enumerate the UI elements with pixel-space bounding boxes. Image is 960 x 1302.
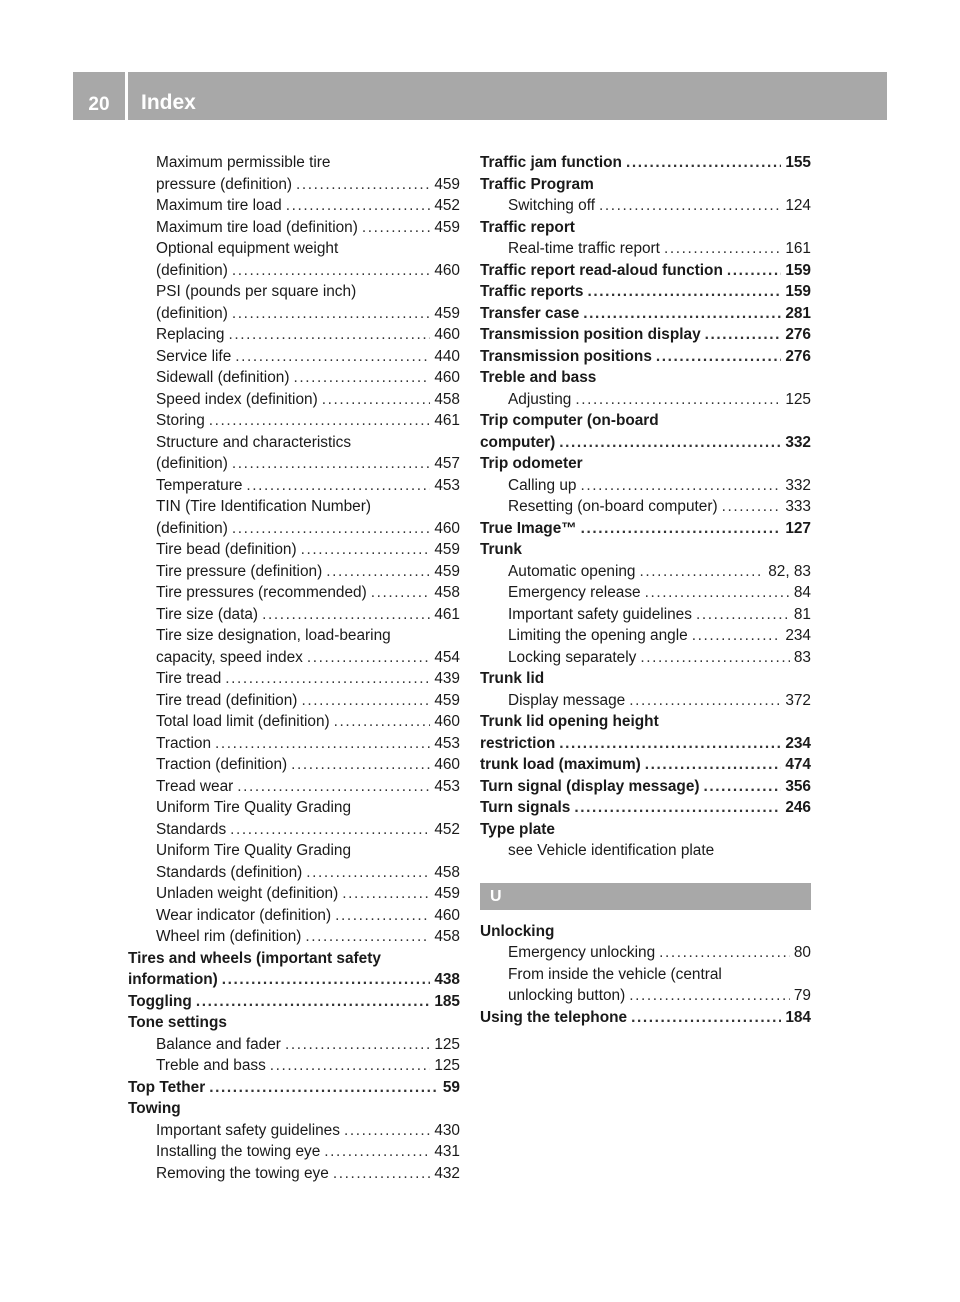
dot-leader <box>296 174 430 196</box>
dot-leader <box>232 260 430 282</box>
page-ref[interactable]: 82, 83 <box>768 562 811 580</box>
entry-text: Automatic opening <box>508 562 636 580</box>
index-entry-see-vehicle-identification-plate <box>480 840 811 862</box>
dot-leader <box>222 969 431 991</box>
index-entry-from-inside-the-vehicle-central-unlocking-button[interactable] <box>480 964 811 1007</box>
dot-leader <box>246 475 430 497</box>
page-ref[interactable]: 460 <box>434 756 460 773</box>
index-entry-automatic-opening[interactable] <box>480 561 811 583</box>
index-entry-maximum-tire-load-definition[interactable] <box>128 217 460 239</box>
index-entry-sidewall-definition[interactable] <box>128 367 460 389</box>
entry-text: Traffic jam function <box>480 154 622 171</box>
entry-text: Traffic report <box>480 218 575 236</box>
page-ref[interactable]: 276 <box>785 347 811 365</box>
index-entry-tone-settings <box>128 1012 460 1034</box>
page-ref[interactable]: 127 <box>785 519 811 537</box>
index-entry-important-safety-guidelines[interactable] <box>480 604 811 626</box>
page-ref[interactable]: 161 <box>785 240 811 257</box>
dot-leader <box>291 754 430 776</box>
dot-leader <box>692 625 782 647</box>
page-ref[interactable]: 159 <box>785 261 811 279</box>
entry-text: Using the telephone <box>480 1008 628 1026</box>
index-entry-towing <box>128 1098 460 1120</box>
index-entry-traffic-report <box>480 217 811 239</box>
page-ref[interactable]: 83 <box>793 648 811 666</box>
entry-text: trunk load (maximum) <box>480 756 641 773</box>
page-ref[interactable]: 440 <box>434 347 460 365</box>
index-entry-resetting-on-board-computer[interactable] <box>480 496 811 518</box>
page-ref[interactable]: 281 <box>785 304 811 322</box>
dot-leader <box>235 346 430 368</box>
page-ref[interactable]: 125 <box>785 390 811 408</box>
entry-text: Maximum tire load <box>156 197 282 214</box>
entry-text: Resetting (on-board computer) <box>508 498 718 515</box>
page-ref[interactable]: 79 <box>793 987 811 1004</box>
entry-text: Treble and bass <box>156 1057 266 1074</box>
entry-text: Installing the towing eye <box>156 1143 321 1160</box>
index-entry-tire-tread-definition[interactable] <box>128 690 460 712</box>
entry-text: see Vehicle identification plate <box>508 842 715 859</box>
index-entry-tire-tread[interactable] <box>128 668 460 690</box>
header-divider <box>125 72 128 120</box>
index-entry-treble-and-bass[interactable] <box>128 1055 460 1077</box>
page-ref[interactable]: 459 <box>434 691 460 709</box>
page-ref[interactable]: 438 <box>434 971 460 988</box>
entry-text: Type plate <box>480 820 555 838</box>
page-ref[interactable]: 80 <box>793 944 811 961</box>
dot-leader <box>371 582 431 604</box>
dot-leader <box>307 647 430 669</box>
entry-text: Unladen weight (definition) <box>156 885 339 902</box>
entry-text: Unlocking <box>480 922 555 940</box>
dot-leader <box>262 604 430 626</box>
index-entry-wheel-rim-definition[interactable] <box>128 926 460 948</box>
entry-text: Tire size designation, load-bearing <box>156 627 391 644</box>
dot-leader <box>270 1055 431 1077</box>
index-entry-trunk-lid-opening-height-restriction[interactable] <box>480 711 811 754</box>
dot-leader <box>704 776 782 798</box>
entry-text: Trunk lid <box>480 670 545 687</box>
index-entry-top-tether[interactable] <box>128 1077 460 1099</box>
entry-text: restriction <box>480 734 556 752</box>
entry-text: (definition) <box>156 261 228 279</box>
entry-text: PSI (pounds per square inch) <box>156 283 357 300</box>
index-entry-tin-tire-identification-number-definition[interactable] <box>128 496 460 539</box>
entry-text: Turn signals <box>480 799 571 816</box>
entry-text: information) <box>128 971 218 988</box>
entry-text: Traffic reports <box>480 283 584 300</box>
page-ref[interactable]: 81 <box>793 605 811 623</box>
entry-text: Speed index (definition) <box>156 390 318 408</box>
entry-text: Traffic report read-aloud function <box>480 261 723 279</box>
page-ref[interactable]: 356 <box>785 777 811 795</box>
page-ref[interactable]: 372 <box>785 691 811 709</box>
dot-leader <box>659 942 790 964</box>
dot-leader <box>209 1077 439 1099</box>
dot-leader <box>629 985 790 1007</box>
entry-text: Trip computer (on-board <box>480 412 659 429</box>
dot-leader <box>559 432 781 454</box>
dot-leader <box>639 561 764 583</box>
dot-leader <box>362 217 430 239</box>
index-entry-limiting-the-opening-angle[interactable] <box>480 625 811 647</box>
page-ref[interactable]: 432 <box>434 1164 460 1182</box>
index-entry-toggling[interactable] <box>128 991 460 1013</box>
entry-text: Top Tether <box>128 1078 206 1096</box>
index-entry-tire-size-data[interactable] <box>128 604 460 626</box>
header-title: Index <box>141 91 196 114</box>
index-entry-using-the-telephone[interactable] <box>480 1007 811 1029</box>
page-ref[interactable]: 234 <box>785 627 811 644</box>
dot-leader <box>209 410 431 432</box>
entry-text: Trunk lid opening height <box>480 713 659 730</box>
entry-text: Tire pressure (definition) <box>156 562 323 580</box>
index-entry-trunk-lid <box>480 668 811 690</box>
index-entry-temperature[interactable] <box>128 475 460 497</box>
page-ref[interactable]: 452 <box>434 197 460 214</box>
dot-leader <box>631 1007 781 1029</box>
dot-leader <box>626 152 781 174</box>
entry-text: Uniform Tire Quality Grading <box>156 799 352 816</box>
dot-leader <box>342 883 430 905</box>
dot-leader <box>285 1034 430 1056</box>
index-entry-emergency-unlocking[interactable] <box>480 942 811 964</box>
index-entry-maximum-permissible-tire-pressure-definition[interactable] <box>128 152 460 195</box>
dot-leader <box>326 561 430 583</box>
page-ref[interactable]: 159 <box>785 283 811 300</box>
entry-text: Treble and bass <box>480 369 597 386</box>
entry-text: Tire bead (definition) <box>156 541 297 558</box>
entry-text: Structure and characteristics <box>156 433 352 451</box>
page-ref[interactable]: 59 <box>442 1078 460 1096</box>
index-entry-tread-wear[interactable] <box>128 776 460 798</box>
page-ref[interactable]: 458 <box>434 863 460 881</box>
dot-leader <box>705 324 782 346</box>
entry-text: Optional equipment weight <box>156 240 339 257</box>
index-entry-optional-equipment-weight-definition[interactable] <box>128 238 460 281</box>
dot-leader <box>334 711 431 733</box>
entry-text: capacity, speed index <box>156 648 303 666</box>
page-ref[interactable]: 276 <box>785 326 811 343</box>
index-entry-real-time-traffic-report[interactable] <box>480 238 811 260</box>
entry-text: Standards <box>156 820 227 838</box>
index-entry-storing[interactable] <box>128 410 460 432</box>
index-entry-transmission-position-display[interactable] <box>480 324 811 346</box>
entry-text: Traction (definition) <box>156 756 288 773</box>
index-entry-speed-index-definition[interactable] <box>128 389 460 411</box>
index-column-left <box>128 152 460 1184</box>
entry-text: True Image™ <box>480 519 577 537</box>
index-entry-removing-the-towing-eye[interactable] <box>128 1163 460 1185</box>
page-ref[interactable]: 460 <box>434 519 460 537</box>
entry-text: (definition) <box>156 304 228 322</box>
index-entry-display-message[interactable] <box>480 690 811 712</box>
dot-leader <box>664 238 781 260</box>
page-ref[interactable]: 431 <box>434 1143 460 1160</box>
page-ref[interactable]: 460 <box>434 369 460 386</box>
page-ref[interactable]: 125 <box>434 1057 460 1074</box>
dot-leader <box>645 582 790 604</box>
index-entry-trip-odometer <box>480 453 811 475</box>
page-ref[interactable]: 439 <box>434 670 460 687</box>
entry-text: Service life <box>156 347 232 365</box>
entry-text: Replacing <box>156 326 225 343</box>
dot-leader <box>232 303 430 325</box>
entry-text: Trip odometer <box>480 455 583 472</box>
dot-leader <box>232 518 430 540</box>
index-entry-traffic-report-read-aloud-function[interactable] <box>480 260 811 282</box>
entry-text: Removing the towing eye <box>156 1164 329 1182</box>
dot-leader <box>640 647 790 669</box>
index-entry-turn-signal-display-message[interactable] <box>480 776 811 798</box>
entry-text: Important safety guidelines <box>508 605 692 623</box>
page-ref[interactable]: 453 <box>434 476 460 494</box>
entry-text: From inside the vehicle (central <box>508 965 722 983</box>
dot-leader <box>599 195 781 217</box>
page-ref[interactable]: 125 <box>434 1035 460 1053</box>
page-ref[interactable]: 234 <box>785 734 811 752</box>
page-ref[interactable]: 460 <box>434 906 460 924</box>
dot-leader <box>344 1120 430 1142</box>
index-entry-transmission-positions[interactable] <box>480 346 811 368</box>
page-ref[interactable]: 458 <box>434 928 460 945</box>
dot-leader <box>196 991 430 1013</box>
entry-text: Tire tread (definition) <box>156 691 298 709</box>
entry-text: Uniform Tire Quality Grading <box>156 842 352 859</box>
page-ref[interactable]: 459 <box>434 218 460 236</box>
entry-text: TIN (Tire Identification Number) <box>156 498 371 515</box>
page-ref[interactable]: 124 <box>785 197 811 214</box>
entry-text: Emergency release <box>508 584 641 601</box>
index-entry-true-image[interactable] <box>480 518 811 540</box>
entry-text: Limiting the opening angle <box>508 627 688 644</box>
entry-text: Real-time traffic report <box>508 240 660 257</box>
entry-text: Toggling <box>128 992 192 1010</box>
dot-leader <box>230 819 430 841</box>
dot-leader <box>293 367 430 389</box>
dot-leader <box>215 733 430 755</box>
index-entry-transfer-case[interactable] <box>480 303 811 325</box>
dot-leader <box>228 324 430 346</box>
page-ref[interactable]: 452 <box>434 820 460 838</box>
index-entry-psi-pounds-per-square-inch-definition[interactable] <box>128 281 460 324</box>
entry-text: Tone settings <box>128 1014 227 1031</box>
index-entry-service-life[interactable] <box>128 346 460 368</box>
entry-text: Wheel rim (definition) <box>156 928 302 945</box>
index-entry-type-plate <box>480 819 811 841</box>
dot-leader <box>727 260 781 282</box>
dot-leader <box>301 539 431 561</box>
entry-text: Total load limit (definition) <box>156 713 330 730</box>
entry-text: (definition) <box>156 455 228 472</box>
dot-leader <box>645 754 782 776</box>
page-ref[interactable]: 459 <box>434 304 460 322</box>
index-entry-traction[interactable] <box>128 733 460 755</box>
entry-text: Display message <box>508 691 626 709</box>
entry-text: Wear indicator (definition) <box>156 906 332 924</box>
page-ref[interactable]: 460 <box>434 261 460 279</box>
dot-leader <box>301 690 430 712</box>
page-ref[interactable]: 474 <box>785 756 811 773</box>
entry-text: Tire pressures (recommended) <box>156 584 367 601</box>
entry-text: Transfer case <box>480 304 580 322</box>
entry-text: Maximum permissible tire <box>156 154 331 171</box>
entry-text: Tire size (data) <box>156 605 259 623</box>
dot-leader <box>722 496 782 518</box>
page-ref[interactable]: 459 <box>434 562 460 580</box>
dot-leader <box>629 690 781 712</box>
entry-text: Maximum tire load (definition) <box>156 218 358 236</box>
entry-text: Towing <box>128 1100 181 1117</box>
entry-text: Important safety guidelines <box>156 1121 340 1139</box>
page-ref[interactable]: 332 <box>785 476 811 494</box>
page-ref[interactable]: 185 <box>434 992 460 1010</box>
page-ref[interactable]: 460 <box>434 713 460 730</box>
entry-text: Turn signal (display message) <box>480 777 700 795</box>
page-ref[interactable]: 458 <box>434 390 460 408</box>
index-entry-traffic-jam-function[interactable] <box>480 152 811 174</box>
entry-text: pressure (definition) <box>156 175 293 193</box>
dot-leader <box>575 389 781 411</box>
page-ref[interactable]: 246 <box>785 799 811 816</box>
entry-text: Trunk <box>480 541 522 558</box>
entry-text: Transmission positions <box>480 347 652 365</box>
index-entry-trip-computer-on-board-computer[interactable] <box>480 410 811 453</box>
index-entry-traffic-program <box>480 174 811 196</box>
entry-text: Locking separately <box>508 648 637 666</box>
dot-leader <box>322 389 431 411</box>
page-ref[interactable]: 155 <box>785 154 811 171</box>
index-entry-tire-bead-definition[interactable] <box>128 539 460 561</box>
index-entry-traffic-reports[interactable] <box>480 281 811 303</box>
entry-text: Tread wear <box>156 777 234 795</box>
index-entry-tires-and-wheels-important-safety-information[interactable] <box>128 948 460 991</box>
index-entry-balance-and-fader[interactable] <box>128 1034 460 1056</box>
entry-text: Sidewall (definition) <box>156 369 290 386</box>
entry-text: Traction <box>156 734 212 752</box>
dot-leader <box>580 475 781 497</box>
entry-text: Calling up <box>508 476 577 494</box>
page-ref[interactable]: 457 <box>434 455 460 472</box>
dot-leader <box>232 453 430 475</box>
index-entry-tire-pressure-definition[interactable] <box>128 561 460 583</box>
page-header <box>73 72 887 120</box>
index-entry-switching-off[interactable] <box>480 195 811 217</box>
page-number: 20 <box>88 94 110 115</box>
index-entry-maximum-tire-load[interactable] <box>128 195 460 217</box>
entry-text: Temperature <box>156 476 243 494</box>
entry-text: Tire tread <box>156 670 222 687</box>
index-entry-uniform-tire-quality-grading-standards[interactable] <box>128 797 460 840</box>
entry-text: Traffic Program <box>480 175 594 193</box>
page-ref[interactable]: 459 <box>434 541 460 558</box>
dot-leader <box>333 1163 430 1185</box>
entry-text: (definition) <box>156 519 228 537</box>
entry-text: Adjusting <box>508 390 572 408</box>
index-entry-installing-the-towing-eye[interactable] <box>128 1141 460 1163</box>
entry-text: Switching off <box>508 197 595 214</box>
page-ref[interactable]: 459 <box>434 885 460 902</box>
entry-text: computer) <box>480 433 556 451</box>
page-ref[interactable]: 333 <box>785 498 811 515</box>
dot-leader <box>559 733 781 755</box>
dot-leader <box>696 604 790 626</box>
index-entry-uniform-tire-quality-grading-standards-definition[interactable] <box>128 840 460 883</box>
entry-text: Emergency unlocking <box>508 944 656 961</box>
page-ref[interactable]: 459 <box>434 175 460 193</box>
dot-leader <box>581 518 782 540</box>
index-column-right <box>480 152 811 1028</box>
page-ref[interactable]: 460 <box>434 326 460 343</box>
page-ref[interactable]: 184 <box>785 1008 811 1026</box>
page-ref[interactable]: 458 <box>434 584 460 601</box>
entry-text: Storing <box>156 412 205 429</box>
dot-leader <box>656 346 781 368</box>
dot-leader <box>286 195 431 217</box>
entry-text: unlocking button) <box>508 987 626 1004</box>
entry-text: Tires and wheels (important safety <box>128 949 381 967</box>
dot-leader <box>588 281 782 303</box>
index-entry-structure-and-characteristics-definition[interactable] <box>128 432 460 475</box>
page-ref[interactable]: 461 <box>434 412 460 429</box>
page-ref[interactable]: 84 <box>793 584 811 601</box>
index-entry-locking-separately[interactable] <box>480 647 811 669</box>
index-entry-trunk-load-maximum[interactable] <box>480 754 811 776</box>
index-entry-trunk <box>480 539 811 561</box>
index-entry-unlocking <box>480 921 811 943</box>
dot-leader <box>324 1141 430 1163</box>
index-entry-traction-definition[interactable] <box>128 754 460 776</box>
index-entry-replacing[interactable] <box>128 324 460 346</box>
entry-text: Standards (definition) <box>156 863 303 881</box>
dot-leader <box>225 668 430 690</box>
entry-text: Transmission position display <box>480 326 701 343</box>
index-entry-wear-indicator-definition[interactable] <box>128 905 460 927</box>
index-entry-important-safety-guidelines[interactable] <box>128 1120 460 1142</box>
page-ref[interactable]: 332 <box>785 433 811 451</box>
index-entry-adjusting[interactable] <box>480 389 811 411</box>
entry-text: Balance and fader <box>156 1035 281 1053</box>
index-entry-total-load-limit-definition[interactable] <box>128 711 460 733</box>
page-ref[interactable]: 430 <box>434 1121 460 1139</box>
page-ref[interactable]: 461 <box>434 605 460 623</box>
page-ref[interactable]: 453 <box>434 734 460 752</box>
dot-leader <box>583 303 781 325</box>
index-entry-emergency-release[interactable] <box>480 582 811 604</box>
dot-leader <box>237 776 430 798</box>
page-ref[interactable]: 453 <box>434 777 460 795</box>
dot-leader <box>335 905 430 927</box>
dot-leader <box>305 926 430 948</box>
index-entry-calling-up[interactable] <box>480 475 811 497</box>
index-entry-unladen-weight-definition[interactable] <box>128 883 460 905</box>
index-entry-turn-signals[interactable] <box>480 797 811 819</box>
index-entry-tire-pressures-recommended[interactable] <box>128 582 460 604</box>
dot-leader <box>574 797 781 819</box>
page-ref[interactable]: 454 <box>434 648 460 666</box>
dot-leader <box>306 862 430 884</box>
section-header: U <box>480 883 811 910</box>
index-entry-treble-and-bass <box>480 367 811 389</box>
index-entry-tire-size-designation-load-bearing-capacity-speed-index[interactable] <box>128 625 460 668</box>
